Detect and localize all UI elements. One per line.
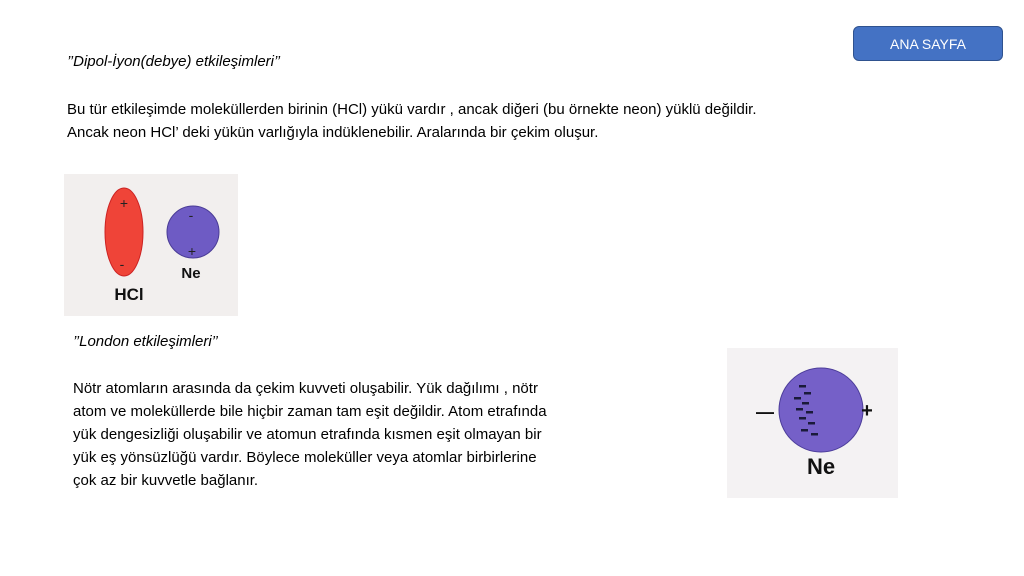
hcl-label: HCl [114,285,144,304]
negative-pole-sign: — [756,402,774,422]
home-button[interactable]: ANA SAYFA [853,26,1003,61]
neon-minus-charge: - [188,207,194,223]
paragraph-line: Nötr atomların arasında da çekim kuvveti oluşabilir. Yük dağılımı , nötr [73,380,538,397]
neon-dipole-figure [727,348,898,498]
hcl-minus-charge: - [119,256,125,272]
hcl-plus-charge: + [119,195,129,211]
paragraph-line: Bu tür etkileşimde moleküllerden birinin (HCl) yükü vardır , ancak diğeri (bu örnekte neon) yüklü değildir. [67,101,757,118]
dipole-ion-title: ’’Dipol-İyon(debye) etkileşimleri’’ [67,53,281,70]
neon-atom-circle [779,368,863,452]
hcl-neon-figure [64,174,238,316]
positive-pole-sign: + [861,400,873,422]
neon-label: Ne [181,265,201,282]
neon-plus-charge: + [187,243,197,259]
paragraph-line: atom ve moleküllerde bile hiçbir zaman tam eşit değildir. Atom etrafında [73,403,547,420]
london-title: ’’London etkileşimleri’’ [73,333,218,350]
paragraph-line: çok az bir kuvvetle bağlanır. [73,472,259,489]
paragraph-line: Ancak neon HCl’ deki yükün varlığıyla indüklenebilir. Aralarında bir çekim oluşur. [67,124,599,141]
paragraph-line: yük dengesizliği oluşabilir ve atomun etrafında kısmen eşit olmayan bir [73,426,542,443]
dipole-ion-paragraph [67,98,757,144]
neon-label: Ne [806,454,836,479]
london-paragraph [73,377,547,492]
paragraph-line: yük eş yönsüzlüğü vardır. Böylece moleküller veya atomlar birbirlerine [73,449,537,466]
